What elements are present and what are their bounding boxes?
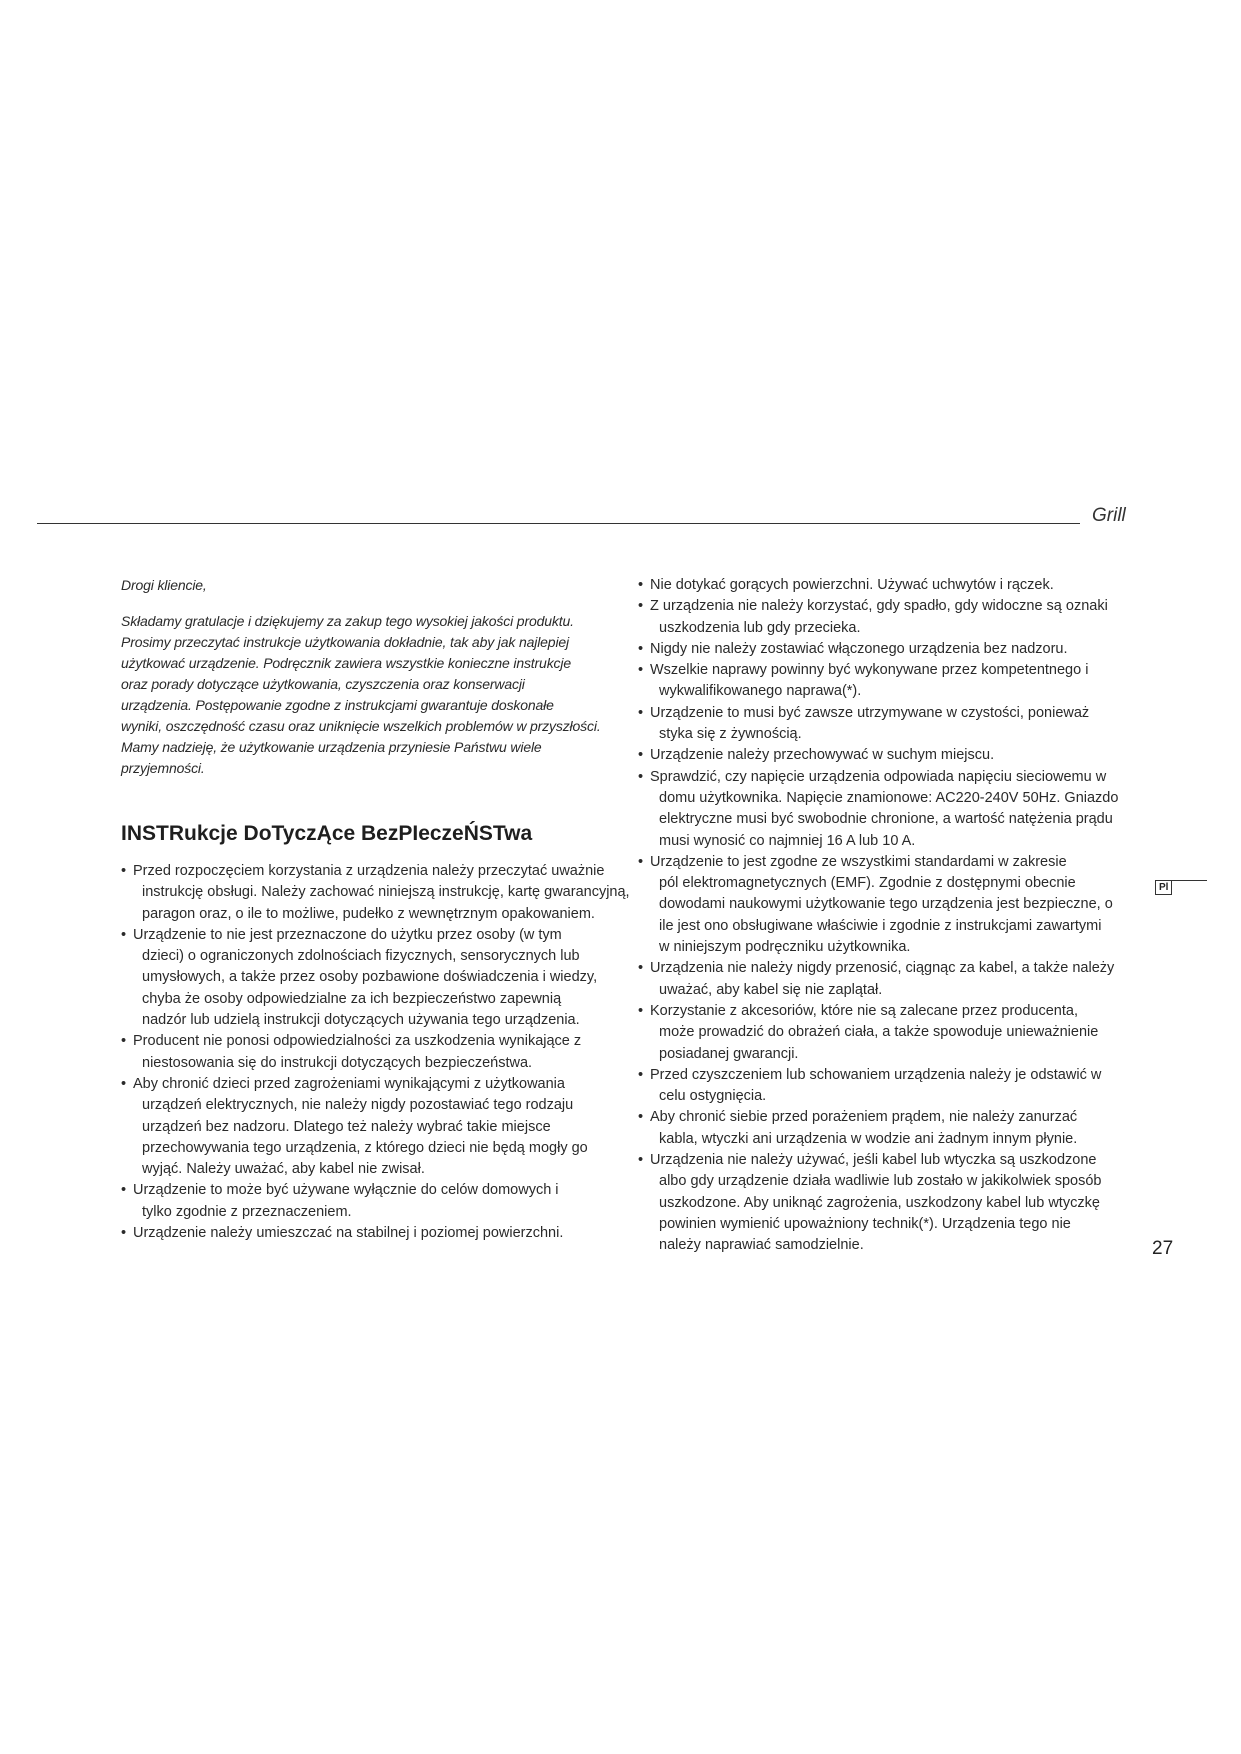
safety-item-line: Nigdy nie należy zostawiać włączonego urządzenia bez nadzoru. — [650, 640, 1068, 657]
safety-item-line: Urządzenie to nie jest przeznaczone do użytku przez osoby (w tym — [133, 926, 562, 943]
right-column — [638, 575, 1138, 1257]
bullet-icon: • — [638, 704, 644, 721]
safety-item-line: Przed rozpoczęciem korzystania z urządzenia należy przeczytać uważnie — [133, 863, 605, 879]
intro — [121, 575, 644, 779]
intro-line: Składamy gratulacje i dziękujemy za zakup tego wysokiej jakości produktu. — [121, 613, 574, 629]
safety-item-line: Urządzenia nie należy używać, jeśli kabel lub wtyczka są uszkodzone — [650, 1152, 1097, 1169]
bullet-icon: • — [638, 1002, 644, 1019]
safety-item — [121, 1074, 644, 1180]
bullet-icon: • — [638, 1152, 644, 1169]
safety-item-line: urządzeń bez nadzoru. Dlatego też należy wybrać takie miejsce — [142, 1118, 551, 1135]
right-safety-list — [638, 575, 1138, 1257]
safety-item — [638, 767, 1138, 852]
safety-item-line: niestosowania się do instrukcji dotyczących bezpieczeństwa. — [142, 1054, 533, 1071]
safety-item — [638, 1107, 1138, 1150]
bullet-icon: • — [638, 598, 644, 615]
bullet-icon: • — [121, 1075, 127, 1092]
safety-item — [121, 1031, 641, 1074]
safety-item — [638, 1150, 1138, 1256]
safety-item-line: uszkodzenia lub gdy przecieka. — [659, 619, 861, 636]
intro-line: Mamy nadzieję, że użytkowanie urządzenia przyniesie Państwu wiele — [121, 739, 542, 755]
safety-item-line: Nie dotykać gorących powierzchni. Używać uchwytów i rączek. — [650, 577, 1054, 593]
intro-line: Prosimy przeczytać instrukcje użytkowania dokładnie, tak aby jak najlepiej — [121, 634, 570, 650]
safety-item-line: przechowywania tego urządzenia, z którego dzieci nie będą mogły go — [142, 1139, 588, 1156]
safety-item — [638, 660, 1138, 703]
bullet-icon: • — [638, 1066, 644, 1083]
intro-line: oraz porady dotyczące użytkowania, czyszczenia oraz konserwacji — [121, 676, 525, 692]
safety-item — [121, 861, 641, 925]
page-number: 27 — [1152, 1238, 1174, 1259]
safety-item-line: celu ostygnięcia. — [659, 1088, 767, 1105]
safety-item — [638, 703, 1138, 746]
bullet-icon: • — [638, 577, 644, 593]
safety-item-line: musi wynosić co najmniej 16 A lub 10 A. — [659, 832, 916, 849]
safety-item-line: Aby chronić dzieci przed zagrożeniami wynikającymi z użytkowania — [133, 1075, 565, 1092]
bullet-icon: • — [638, 1109, 644, 1126]
safety-item — [121, 925, 644, 1031]
safety-item-line: pól elektromagnetycznych (EMF). Zgodnie z dostępnymi obecnie — [659, 875, 1076, 892]
header-rule — [37, 523, 1080, 524]
bullet-icon: • — [638, 747, 644, 764]
bullet-icon: • — [121, 1225, 127, 1242]
safety-item-line: Z urządzenia nie należy korzystać, gdy spadło, gdy widoczne są oznaki — [650, 598, 1108, 615]
safety-item — [638, 852, 1138, 958]
safety-item-line: Przed czyszczeniem lub schowaniem urządzenia należy je odstawić w — [650, 1066, 1102, 1083]
safety-item-line: chyba że osoby odpowiedzialne za ich bezpieczeństwo zapewnią — [142, 990, 562, 1007]
safety-item-line: instrukcję obsługi. Należy zachować niniejszą instrukcję, kartę gwarancyjną, — [142, 884, 630, 901]
section-title: INSTRukcje DoTyczĄce BezPIeczeŃSTwa — [121, 822, 533, 845]
safety-item-line: Wszelkie naprawy powinny być wykonywane przez kompetentnego i — [650, 662, 1089, 679]
safety-item-line: umysłowych, a także przez osoby pozbawione doświadczenia i wiedzy, — [142, 969, 598, 986]
safety-item-line: paragon oraz, o ile to możliwe, pudełko z wewnętrznym opakowaniem. — [142, 905, 595, 922]
safety-item-line: ile jest ono obsługiwane właściwie i zgodnie z instrukcjami zawartymi — [659, 917, 1102, 934]
safety-item-line: elektryczne musi być swobodnie chronione, a wartość natężenia prądu — [659, 811, 1113, 828]
header-title: Grill — [1092, 505, 1126, 526]
safety-item-line: kabla, wtyczki ani urządzenia w wodzie ani żadnym innym płynie. — [659, 1130, 1078, 1147]
safety-item-line: nadzór lub udzielą instrukcji dotyczących używania tego urządzenia. — [142, 1012, 580, 1029]
left-safety-list — [121, 861, 644, 1244]
safety-item-line: posiadanej gwarancji. — [659, 1045, 799, 1062]
bullet-icon: • — [638, 640, 644, 657]
safety-item-line: Urządzenie to musi być zawsze utrzymywane w czystości, ponieważ — [650, 704, 1090, 721]
safety-item — [638, 596, 1138, 639]
safety-item-line: styka się z żywnością. — [659, 726, 802, 743]
bullet-icon: • — [121, 926, 127, 943]
safety-item-line: Urządzenie należy przechowywać w suchym miejscu. — [650, 747, 995, 764]
intro-line: użytkować urządzenie. Podręcznik zawiera wszystkie konieczne instrukcje — [121, 655, 571, 671]
safety-item-line: należy naprawiać samodzielnie. — [659, 1237, 864, 1254]
safety-item-line: urządzeń elektrycznych, nie należy nigdy pozostawiać tego rodzaju — [142, 1097, 574, 1114]
safety-item — [121, 1180, 641, 1223]
safety-item-line: Urządzenia nie należy nigdy przenosić, ciągnąc za kabel, a także należy — [650, 960, 1115, 977]
intro-line: wyniki, oszczędność czasu oraz uniknięcie wszelkich problemów w przyszłości. — [121, 718, 601, 734]
safety-item-line: uważać, aby kabel się nie zaplątał. — [659, 981, 883, 998]
intro-line: urządzenia. Postępowanie zgodne z instrukcjami gwarantuje doskonałe — [121, 697, 554, 713]
safety-item — [638, 745, 1138, 766]
bullet-icon: • — [121, 1033, 127, 1050]
bullet-icon: • — [638, 960, 644, 977]
safety-item-line: albo gdy urządzenie działa wadliwie lub zostało w jakikolwiek sposób — [659, 1173, 1102, 1190]
safety-item-line: wyjąć. Należy uważać, aby kabel nie zwisał. — [142, 1161, 425, 1178]
language-tab-rule — [1172, 880, 1207, 881]
safety-item-line: w niniejszym podręczniku użytkownika. — [659, 939, 911, 956]
safety-item-line: dowodami naukowymi użytkowanie tego urządzenia jest bezpieczne, o — [659, 896, 1113, 913]
safety-item — [638, 958, 1138, 1001]
left-column — [121, 575, 644, 1244]
safety-item-line: Korzystanie z akcesoriów, które nie są zalecane przez producenta, — [650, 1002, 1078, 1019]
safety-item-line: dzieci) o ograniczonych zdolnościach fizycznych, sensorycznych lub — [142, 948, 580, 965]
safety-item-line: wykwalifikowanego naprawa(*). — [659, 683, 862, 700]
bullet-icon: • — [638, 662, 644, 679]
safety-item-line: Urządzenie to jest zgodne ze wszystkimi standardami w zakresie — [650, 853, 1067, 870]
safety-item-line: powinien wymienić upoważniony technik(*). Urządzenia tego nie — [659, 1215, 1071, 1232]
safety-item-line: domu użytkownika. Napięcie znamionowe: AC220-240V 50Hz. Gniazdo — [659, 789, 1119, 806]
language-tab: Pl — [1155, 880, 1172, 895]
bullet-icon: • — [638, 853, 644, 870]
safety-item-line: Aby chronić siebie przed porażeniem prądem, nie należy zanurzać — [650, 1109, 1078, 1126]
bullet-icon: • — [121, 1182, 127, 1199]
safety-item-line: Sprawdzić, czy napięcie urządzenia odpowiada napięciu sieciowemu w — [650, 768, 1107, 785]
safety-item — [638, 575, 1138, 596]
safety-item-line: może prowadzić do obrażeń ciała, a także spowoduje unieważnienie — [659, 1024, 1099, 1041]
intro-line: przyjemności. — [121, 760, 205, 776]
safety-item — [638, 639, 1138, 660]
safety-item-line: Urządzenie należy umieszczać na stabilnej i poziomej powierzchni. — [133, 1225, 564, 1242]
bullet-icon: • — [121, 863, 127, 879]
safety-item-line: Urządzenie to może być używane wyłącznie do celów domowych i — [133, 1182, 559, 1199]
safety-item — [638, 1065, 1138, 1108]
intro-greeting: Drogi kliencie, — [121, 577, 207, 593]
bullet-icon: • — [638, 768, 644, 785]
safety-item — [121, 1223, 641, 1244]
safety-item-line: uszkodzone. Aby uniknąć zagrożenia, uszkodzony kabel lub wtyczkę — [659, 1194, 1100, 1211]
safety-item-line: tylko zgodnie z przeznaczeniem. — [142, 1203, 352, 1220]
safety-item — [638, 1001, 1138, 1065]
safety-item-line: Producent nie ponosi odpowiedzialności za uszkodzenia wynikające z — [133, 1033, 582, 1050]
